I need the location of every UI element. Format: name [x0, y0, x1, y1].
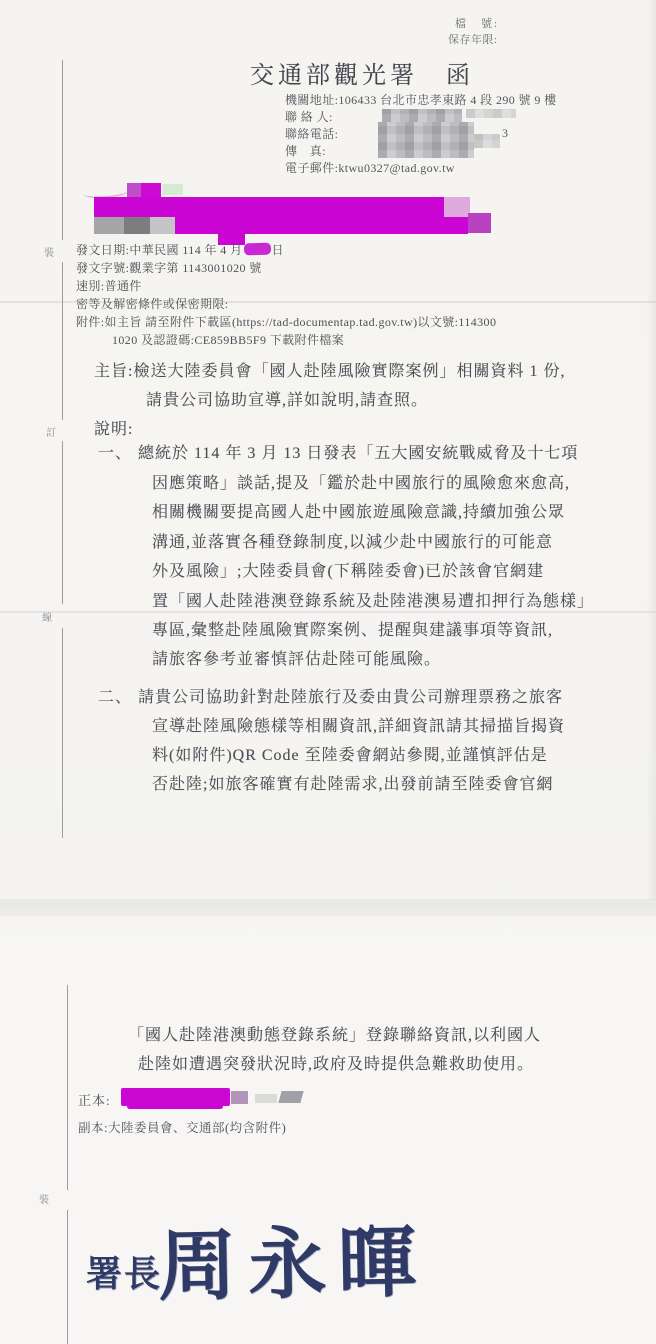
- agency-title: 交通部觀光署 函: [250, 63, 474, 89]
- item2-line: 請貴公司協助針對赴陸旅行及委由貴公司辦理票務之旅客: [138, 689, 564, 706]
- item1-line: 置「國人赴陸港澳登錄系統及赴陸港澳易遭扣押行為態樣」: [152, 593, 595, 610]
- binding-line: [67, 1210, 68, 1344]
- address-value: 106433 台北市忠孝東路 4 段 290 號 9 樓: [338, 93, 557, 107]
- item1-line: 專區,彙整赴陸風險實際案例、提醒與建議事項等資訊,: [152, 622, 554, 639]
- speed-label: 速別:: [76, 279, 105, 293]
- page2-cont-line-2: 赴陸如遭遇突發狀況時,政府及時提供急難救助使用。: [138, 1056, 535, 1073]
- subject-text-1: 檢送大陸委員會「國人赴陸風險實際案例」相關資料 1 份,: [133, 363, 566, 380]
- redaction-block: [278, 1091, 303, 1103]
- binding-mark-xian: 線: [42, 613, 52, 624]
- attachment-value-1: 如主旨 請至附件下載區(https://tad-documentap.tad.gov.tw)以文號:114300: [104, 315, 497, 329]
- item1-line: 外及風險」;大陸委員會(下稱陸委會)已於該會官網建: [152, 563, 545, 580]
- issue-date-suffix: 日: [271, 243, 284, 257]
- redaction-mosaic-phone-2: [474, 134, 500, 148]
- redaction-bar-recipient-2: [175, 217, 468, 234]
- fax-label: 傳 真:: [285, 144, 326, 158]
- subject-line-2: 請貴公司協助宣導,詳如說明,請查照。: [146, 392, 429, 409]
- item1-line: 相關機關要提高國人赴中國旅遊風險意識,持續加強公眾: [152, 504, 566, 521]
- binding-line: [62, 262, 63, 420]
- binding-mark-zhuang-2: 裝: [39, 1195, 49, 1206]
- redaction-mosaic-contact: [382, 109, 462, 122]
- explanation-label: 說明:: [94, 421, 134, 438]
- contact-phone-label: 聯絡電話:: [285, 127, 339, 141]
- item2-line: 料(如附件)QR Code 至陸委會網站參閱,並謹慎評估是: [152, 747, 548, 764]
- phone-visible-digit: 3: [502, 126, 509, 140]
- item2-line: 宣導赴陸風險態樣等相關資訊,詳細資訊請其掃描旨揭資: [152, 718, 566, 735]
- page-gap-band: [0, 899, 656, 916]
- address-label: 機關地址:: [285, 93, 339, 107]
- email-label: 電子郵件:: [285, 161, 339, 175]
- secrecy-line: 密等及解密條件或保密期限:: [76, 297, 229, 311]
- file-number-label: 檔 號:: [455, 18, 500, 30]
- issue-date-value: 中華民國 114 年 4 月: [129, 243, 243, 257]
- binding-line: [62, 441, 63, 604]
- retention-period-label: 保存年限:: [448, 34, 498, 46]
- issue-date-label: 發文日期:: [76, 243, 130, 257]
- paper-crease: [0, 611, 656, 613]
- subject-label: 主旨:: [94, 363, 134, 380]
- redaction-bar-recipient-1: [94, 197, 444, 217]
- redaction-date-day: [243, 243, 270, 256]
- speed-class-line: [76, 277, 142, 294]
- redaction-block: [127, 183, 141, 197]
- redaction-block: [255, 1094, 277, 1103]
- contact-person-label: 聯 絡 人:: [285, 110, 333, 124]
- email-line: [285, 159, 455, 176]
- redaction-block-gray: [94, 217, 124, 234]
- speed-value: 普通件: [104, 279, 142, 293]
- binding-line: [62, 628, 63, 838]
- signature-title: 署長: [86, 1254, 163, 1294]
- doc-number-line: [76, 259, 262, 276]
- cc-copy-value: 大陸委員會、交通部(均含附件): [107, 1121, 287, 1135]
- page2-cont-line-1: 「國人赴陸港澳動態登錄系統」登錄聯絡資訊,以利國人: [128, 1027, 542, 1044]
- signature-name: 周永暉: [157, 1218, 429, 1311]
- binding-mark-ding: 訂: [46, 428, 56, 439]
- redaction-block-gray: [124, 217, 150, 234]
- item1-line: 總統於 114 年 3 月 13 日發表「五大國安統戰威脅及十七項: [138, 445, 579, 462]
- item1-number: 一、: [98, 445, 133, 462]
- cc-copy-line: [78, 1118, 286, 1136]
- original-copy-label: 正本:: [78, 1093, 111, 1108]
- redaction-block-green: [162, 184, 183, 195]
- redaction-block: [231, 1091, 248, 1104]
- redaction-block-pink: [444, 197, 470, 217]
- redaction-mosaic-contact-2: [466, 109, 516, 118]
- cc-copy-label: 副本:: [78, 1121, 108, 1135]
- binding-line: [62, 60, 63, 240]
- doc-number-value: 觀業字第 1143001020 號: [129, 261, 262, 275]
- redaction-mosaic-phone-fax: [378, 122, 474, 158]
- subject-line-1: [94, 358, 565, 381]
- item1-line: 因應策略」談話,提及「鑑於赴中國旅行的風險愈來愈高,: [152, 475, 571, 492]
- item2-line: 否赴陸;如旅客確實有赴陸需求,出發前請至陸委會官網: [152, 776, 554, 793]
- redaction-bar-original-edge: [127, 1104, 223, 1109]
- binding-line: [67, 985, 68, 1190]
- redaction-block: [141, 183, 161, 197]
- attachment-label: 附件:: [76, 315, 105, 329]
- redaction-block: [468, 213, 491, 233]
- redaction-block-gray: [150, 217, 175, 234]
- attachment-line-2: 1020 及認證碼:CE859BB5F9 下載附件檔案: [112, 333, 345, 347]
- email-value: ktwu0327@tad.gov.tw: [338, 161, 455, 175]
- attachment-line-1: [76, 313, 496, 330]
- issue-date-line: [76, 241, 284, 258]
- item1-line: 溝通,並落實各種登錄制度,以減少赴中國旅行的可能意: [152, 534, 554, 551]
- binding-mark-zhuang: 裝: [44, 248, 54, 259]
- item1-line: 請旅客參考並審慎評估赴陸可能風險。: [152, 651, 442, 668]
- item2-number: 二、: [98, 689, 133, 706]
- scan-edge-shade: [646, 0, 656, 900]
- agency-address-line: [285, 91, 557, 108]
- doc-number-label: 發文字號:: [76, 261, 130, 275]
